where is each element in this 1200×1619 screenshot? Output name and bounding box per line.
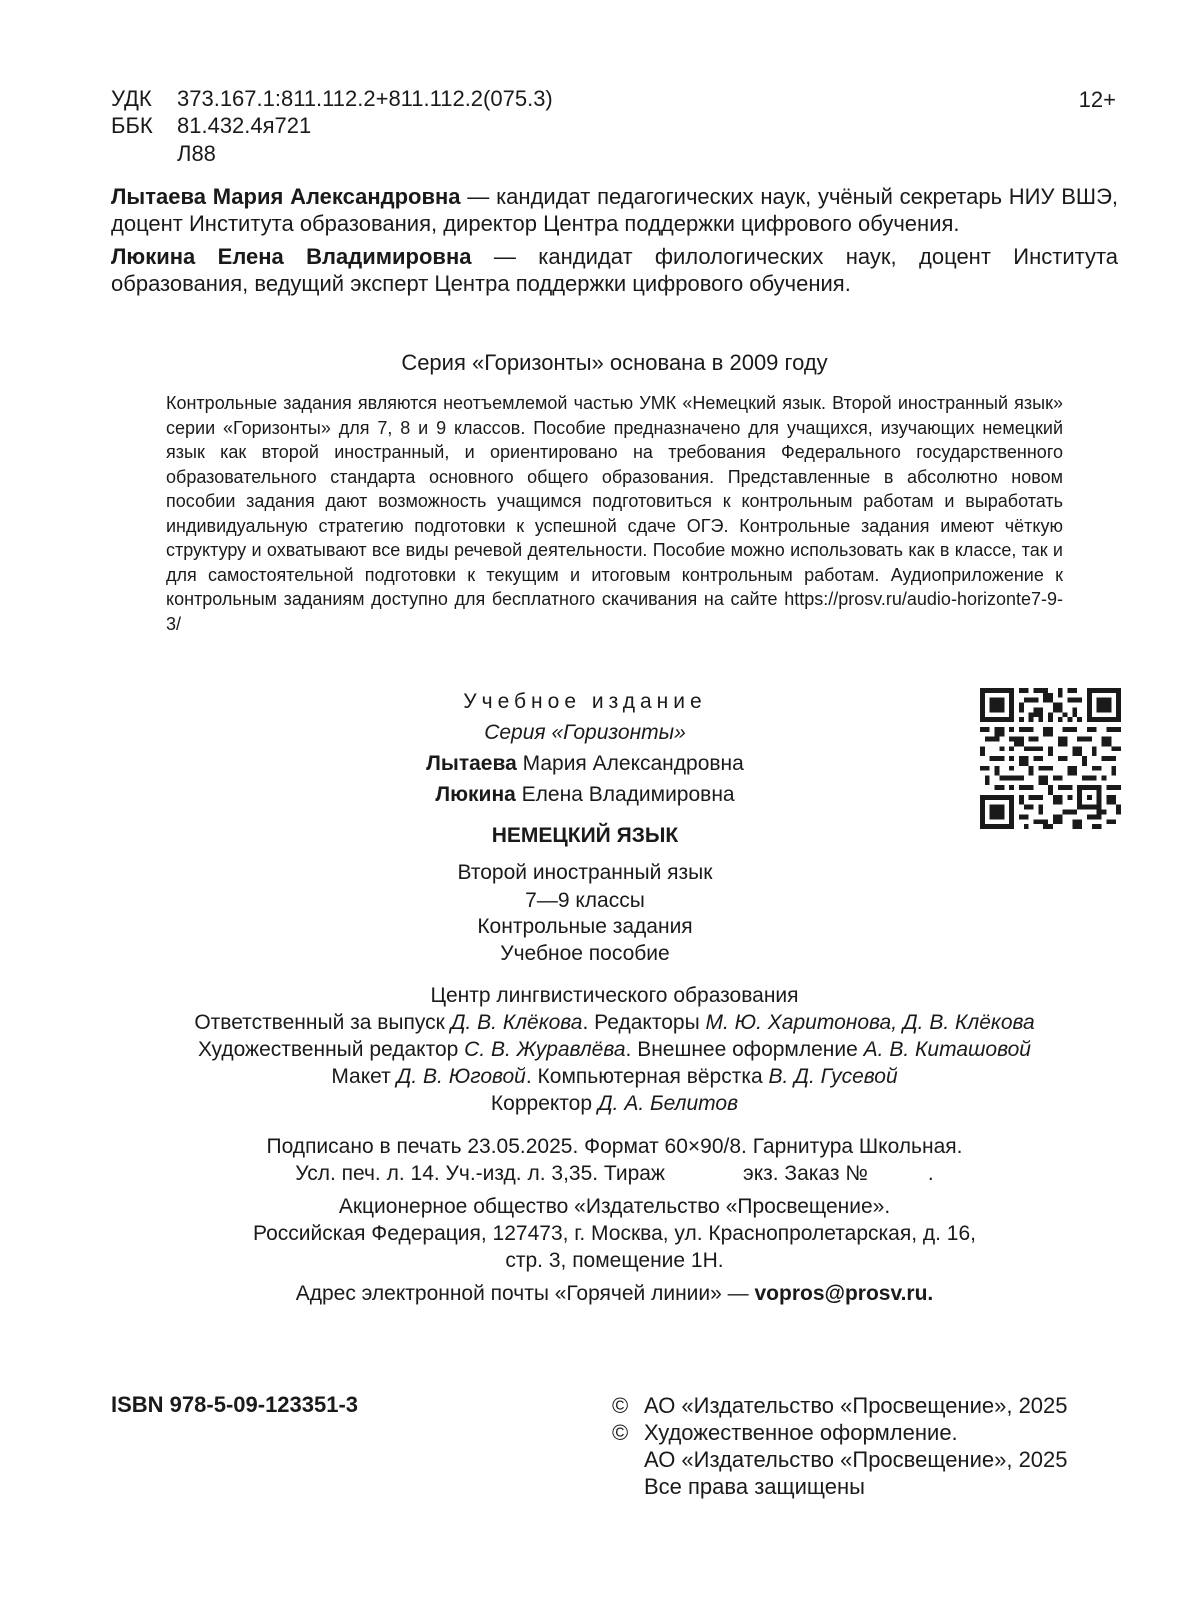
udk-row [111,86,553,112]
author-mark-row [111,141,216,167]
hotline [111,1280,1118,1307]
copyright-text: АО «Издательство «Просвещение», 2025 [644,1393,1068,1418]
series-founded: Серия «Горизонты» основана в 2009 году [401,350,828,375]
author-name: Люкина Елена Владимировна [111,244,472,269]
book-format: Учебное пособие [500,942,670,965]
bbk-value: 81.432.4я721 [177,113,312,138]
qr-code-icon [980,688,1121,829]
credit-label: . Редакторы [582,1011,706,1034]
credits-layout [111,1063,1118,1090]
printing-block [111,1133,1118,1307]
author-entry [111,183,1118,237]
credits-proofreader [111,1090,1118,1117]
copyright-block [612,1392,1122,1500]
book-type: Контрольные задания [477,915,693,938]
udk-value: 373.167.1:811.112.2+811.112.2(075.3) [177,86,553,111]
credit-name: С. В. Журавлёва [464,1038,626,1061]
printing-signed: Подписано в печать 23.05.2025. Формат 60×90/8. Гарнитура Школьная. [266,1135,963,1158]
credits-center: Центр лингвистического образования [430,984,799,1007]
credit-label: Ответственный за выпуск [194,1011,451,1034]
printing-volume-a: Усл. печ. л. 14. Уч.-изд. л. 3,35. Тираж [295,1162,665,1185]
copyright-icon: © [612,1420,629,1445]
publisher-address-2: стр. 3, помещение 1Н. [505,1249,724,1272]
author-bio: — кандидат филологических наук, доцент Института образования, ведущий эксперт Центра поддержки цифрового обучения. [111,244,1119,296]
credit-label: . Внешнее оформление [625,1038,864,1061]
credit-label: Художественный редактор [198,1038,465,1061]
printing-volume-b: экз. Заказ № [742,1162,868,1185]
annotation [166,391,1063,636]
author-bio: — кандидат педагогических наук, учёный секретарь НИУ ВШЭ, доцент Института образования, директор Центра поддержки цифрового обучения. [111,184,1118,236]
imprint-series: Серия «Горизонты» [484,721,686,744]
author-entry [111,243,1118,297]
hotline-email: vopros@prosv.ru. [754,1282,934,1305]
copyright-line [612,1392,1122,1419]
imprint-author-1 [300,748,870,779]
author-surname: Люкина [435,783,516,806]
book-subtitle: Второй иностранный язык [457,861,713,884]
credit-label: Корректор [490,1092,598,1115]
publisher-address: Российская Федерация, 127473, г. Москва, ул. Краснопролетарская, д. 16, [253,1222,976,1245]
author-name: Лытаева Мария Александровна [111,184,461,209]
copyright-text: Художественное оформление. [644,1420,958,1445]
credits-block [111,982,1118,1117]
author-mark: Л88 [177,141,216,166]
imprint-block [300,686,870,967]
credit-name: А. В. Киташовой [863,1038,1031,1061]
udk-label: УДК [111,86,152,111]
printing-volume-c: . [927,1162,934,1185]
author-surname: Лытаева [426,752,517,775]
copyright-text: АО «Издательство «Просвещение», 2025 [644,1447,1068,1472]
rights-reserved: Все права защищены [644,1474,865,1499]
credit-label: . Компьютерная вёрстка [525,1065,769,1088]
book-title: НЕМЕЦКИЙ ЯЗЫК [491,824,679,847]
copyright-line [612,1419,1122,1446]
author-given-name: Елена Владимировна [515,783,735,806]
edition-type: Учебное издание [463,690,707,713]
credit-name: Д. В. Клёкова [450,1011,583,1034]
imprint-author-2 [300,779,870,810]
credit-label: Макет [331,1065,397,1088]
hotline-label: Адрес электронной почты «Горячей линии» — [295,1282,755,1305]
bbk-label: ББК [111,113,153,138]
age-rating: 12+ [1078,87,1116,112]
author-given-name: Мария Александровна [516,752,744,775]
credit-name: М. Ю. Харитонова, Д. В. Клёкова [705,1011,1035,1034]
credits-art [111,1036,1118,1063]
credits-responsible [111,1009,1118,1036]
credit-name: В. Д. Гусевой [768,1065,898,1088]
publisher-name: Акционерное общество «Издательство «Просвещение». [338,1195,891,1218]
printing-volume [111,1160,1118,1187]
copyright-icon: © [612,1393,629,1418]
bbk-row [111,113,311,139]
credit-name: Д. В. Юговой [396,1065,526,1088]
authors-block [111,183,1118,303]
credit-name: Д. А. Белитов [597,1092,739,1115]
annotation-text: Контрольные задания являются неотъемлемой частью УМК «Немецкий язык. Второй иностранный язык» серии «Горизонты» для 7, 8 и 9 классов. Пособие предназначено для учащихся, изучающих немецкий язык как второй иностранный, и ориентировано на требования Федерального государственного образовательного стандарта основного общего образования. Представленные в абсолютно новом пособии задания дают возможность учащимся подготовиться к контрольным работам и выработать индивидуальную стратегию подготовки к успешной сдаче ОГЭ. Контрольные задания имеют чёткую структуру и охватывают все виды речевой деятельности. Пособие можно использовать как в классе, так и для самостоятельной подготовки к текущим и итоговым контрольным работам. Аудиоприложение к контрольным заданиям доступно для бесплатного скачивания на сайте https://prosv.ru/audio-horizonte7-9-3/ [166,393,1063,634]
isbn: ISBN 978-5-09-123351-3 [111,1392,359,1417]
book-grades: 7—9 классы [525,889,645,912]
